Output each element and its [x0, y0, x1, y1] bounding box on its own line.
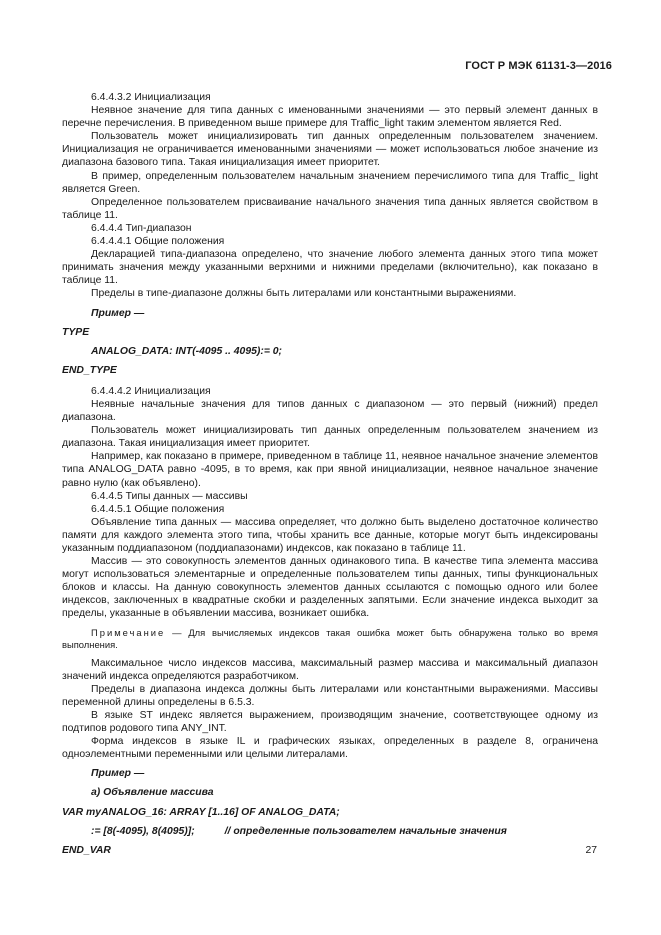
- note: [62, 627, 598, 651]
- paragraph: В языке ST индекс является выражением, производящим значение, соответствующее одному из подтипов родового типа ANY_INT.: [62, 709, 598, 735]
- paragraph: Максимальное число индексов массива, максимальный размер массива и максимальный диапазон значений индекса определяются разработчиком.: [62, 657, 598, 682]
- code-line: END_VAR: [62, 844, 111, 856]
- subsection-heading: 6.4.4.4 Тип-диапазон: [91, 222, 192, 234]
- code-line: END_TYPE: [62, 364, 117, 376]
- subsection-heading: 6.4.4.4.1 Общие положения: [91, 236, 225, 248]
- example-label: Пример —: [91, 307, 145, 319]
- subsection-heading: 6.4.4.3.2 Инициализация: [91, 92, 211, 103]
- paragraph: Неявное значение для типа данных с именованными значениями — это первый элемент данных в перечне перечисления. В приведенном выше примере для Traffic_light таким элементом является Red.: [62, 105, 598, 130]
- note-label: Примечание: [91, 626, 166, 638]
- paragraph: Форма индексов в языке IL и графических языках, определенных в разделе 8, ограничена одноэлементными переменными или целыми литералами.: [62, 736, 598, 761]
- code-line: [62, 825, 598, 838]
- subsection-heading: 6.4.4.4.2 Инициализация: [91, 385, 211, 397]
- code-line: TYPE: [62, 326, 90, 338]
- paragraph: В пример, определенным пользователем начальным значением перечислимого типа для Traffic_ light является Green.: [62, 170, 598, 195]
- code-init: := [8(-4095), 8(4095)];: [91, 825, 195, 837]
- paragraph: Объявление типа данных — массива определяет, что должно быть выделено достаточное количество памяти для каждого элемента этого типа, чтобы хранить все данные, которые могут быть индексированы указанным поддиапазоном (поддиапазонами) индексов, как показано в таблице 11.: [62, 516, 598, 554]
- page-number: 27: [585, 845, 597, 856]
- document-body: [62, 91, 598, 857]
- paragraph: Пользователь может инициализировать тип данных определенным пользователем значением из диапазона. Такая инициализация имеет приоритет.: [62, 425, 598, 450]
- paragraph: Пользователь может инициализировать тип данных определенным пользователем значением. Инициализация не ограничивается именованными значениями — может использоваться любое значение из диапазона базового типа. Такая инициализация имеет приоритет.: [62, 131, 598, 169]
- paragraph: Пределы в диапазона индекса должны быть литералами или константными выражениями. Массивы переменной длины определены в 6.5.3.: [62, 683, 598, 708]
- code-comment: // определенные пользователем начальные значения: [224, 825, 507, 837]
- code-line: ANALOG_DATA: INT(-4095 .. 4095):= 0;: [91, 345, 283, 357]
- code-line: VAR myANALOG_16: ARRAY [1..16] OF ANALOG_DATA;: [62, 806, 340, 818]
- paragraph: Пределы в типе-диапазоне должны быть литералами или константными выражениями.: [91, 288, 517, 300]
- document-header: ГОСТ Р МЭК 61131-3—2016: [465, 60, 612, 72]
- example-caption: а) Объявление массива: [91, 787, 214, 799]
- paragraph: Декларацией типа-диапазона определено, что значение любого элемента данных этого типа может принимать значения между указанными верхними и нижними пределами (включительно), как показано в таблице 11.: [62, 249, 598, 287]
- subsection-heading: 6.4.4.5 Типы данных — массивы: [91, 490, 248, 502]
- paragraph: Например, как показано в примере, приведенном в таблице 11, неявное начальное значение элементов типа ANALOG_DATA равно -4095, в то время, как при явной инициализации, неявное начальное значение равно нулю (как объявлено).: [62, 451, 598, 489]
- note-text: — Для вычисляемых индексов такая ошибка может быть обнаружена только во время выполнения.: [62, 626, 598, 650]
- paragraph: Определенное пользователем присваивание начального значения типа данных является свойством в таблице 11.: [62, 196, 598, 221]
- paragraph: Неявные начальные значения для типов данных с диапазоном — это первый (нижний) предел диапазона.: [62, 398, 598, 424]
- example-label: Пример —: [91, 768, 145, 780]
- paragraph: Массив — это совокупность элементов данных одинакового типа. В качестве типа элемента массива могут использоваться элементарные и определенные пользователем типы данных, типы функциональных блоков и классы. На данную совокупность элементов данных ссылаются с помощью одного или более индексов, заключенных в квадратные скобки и разделенных запятыми. Если значение индекса выходит за пределы, указанные в объявлении массива, возникает ошибка.: [62, 556, 598, 620]
- subsection-heading: 6.4.4.5.1 Общие положения: [91, 503, 225, 515]
